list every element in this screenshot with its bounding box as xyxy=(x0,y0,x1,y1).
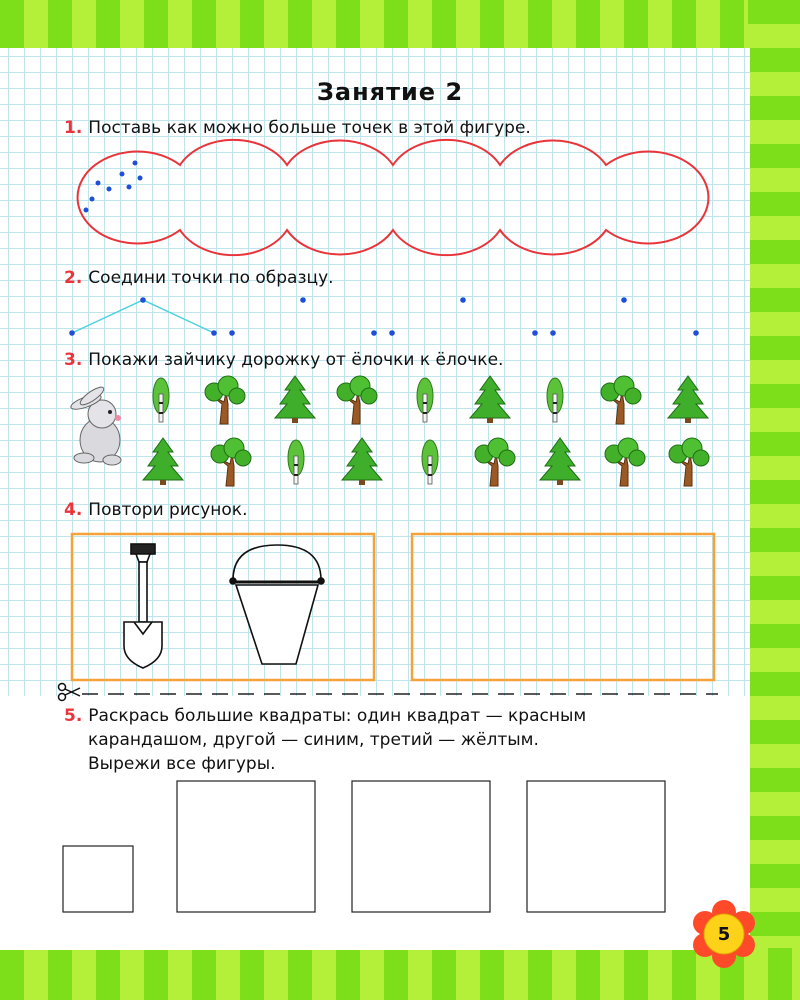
birch-tree-icon xyxy=(153,378,169,422)
oak-tree-icon xyxy=(475,438,515,486)
fir-tree-icon xyxy=(540,438,580,485)
bunny-icon xyxy=(69,384,121,465)
task-3-text: Покажи зайчику дорожку от ёлочки к ёлочке. xyxy=(88,350,504,370)
birch-tree-icon xyxy=(417,378,433,422)
task-1-number: 1. xyxy=(64,118,83,138)
tree-row-top[interactable] xyxy=(153,376,708,424)
fir-tree-icon xyxy=(668,376,708,423)
sample-drawing-frame xyxy=(72,534,374,680)
task-2-number: 2. xyxy=(64,268,83,288)
tree-row-bottom[interactable] xyxy=(143,438,709,486)
birch-tree-icon xyxy=(547,378,563,422)
big-square-2 xyxy=(352,781,490,912)
task-5-number: 5. xyxy=(64,706,83,726)
bucket-icon xyxy=(230,545,324,664)
task-2-text: Соедини точки по образцу. xyxy=(88,268,334,288)
task-5-line-2: карандашом, другой — синим, третий — жёлтым. xyxy=(88,730,539,750)
task-5-line-3: Вырежи все фигуры. xyxy=(88,754,276,774)
oak-tree-icon xyxy=(601,376,641,424)
birch-tree-icon xyxy=(422,440,438,484)
big-square-1 xyxy=(177,781,315,912)
cut-out-squares[interactable] xyxy=(63,781,665,912)
big-square-3 xyxy=(527,781,665,912)
oak-tree-icon xyxy=(337,376,377,424)
fir-tree-icon xyxy=(342,438,382,485)
task-3-number: 3. xyxy=(64,350,83,370)
fir-tree-icon xyxy=(470,376,510,423)
fir-tree-icon xyxy=(275,376,315,423)
oak-tree-icon xyxy=(205,376,245,424)
task-1-text: Поставь как можно больше точек в этой фигуре. xyxy=(88,118,531,138)
task-5-line-1: Раскрась большие квадраты: один квадрат — красным xyxy=(88,706,587,726)
circle-chain-figure[interactable] xyxy=(78,140,709,255)
page-number: 5 xyxy=(717,924,731,945)
empty-drawing-frame[interactable] xyxy=(412,534,714,680)
oak-tree-icon xyxy=(211,438,251,486)
task-4-text: Повтори рисунок. xyxy=(88,500,248,520)
shovel-icon xyxy=(124,544,162,668)
task-4-number: 4. xyxy=(64,500,83,520)
oak-tree-icon xyxy=(669,438,709,486)
small-square xyxy=(63,846,133,912)
fir-tree-icon xyxy=(143,438,183,485)
birch-tree-icon xyxy=(288,440,304,484)
page-title: Занятие 2 xyxy=(316,78,464,106)
oak-tree-icon xyxy=(605,438,645,486)
dot-pattern[interactable] xyxy=(69,297,699,336)
scissors-icon xyxy=(59,684,81,701)
